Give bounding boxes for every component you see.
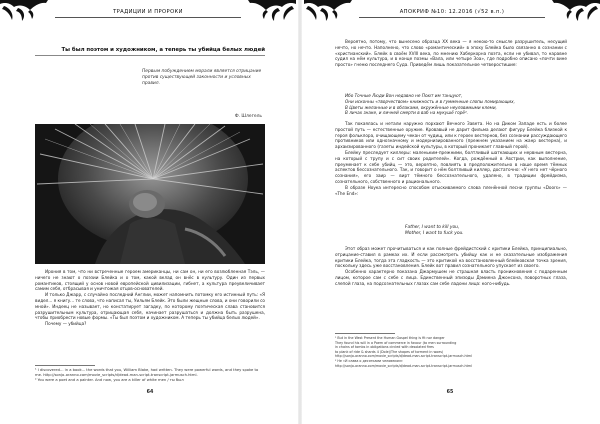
paragraph: В образе Ноука интересно способом отыскиваемого слова пленённой песни группы «Doors» — «The End»: [335, 184, 567, 196]
footnote: http://sonjo-oranno.com/movie_scripts/d/dead-man-script-transcript-jarmusch.html [335, 354, 473, 359]
right-page [304, 0, 600, 424]
left-page [0, 0, 296, 424]
footnote: ¹ But in the West Present the Human Gospel thing is fit nor danger [335, 336, 445, 340]
right-body-text-2 [335, 246, 567, 287]
poem-line: Ибо Точные Люди Вон недавно не Поют им танцуют, [345, 93, 463, 98]
footnote: in chains of tombs in obligations circled with desolated fires [335, 345, 434, 350]
epigraph-source: Ф. Шлегель [234, 114, 262, 119]
right-intro-text [335, 39, 567, 68]
article-title: Ты был поэтом и художником, а теперь ты убийца белых людей [61, 47, 265, 53]
header-rule [55, 17, 241, 18]
title-rule [35, 55, 265, 56]
page-number: 64 [146, 390, 154, 395]
lyric-line: Father, I want to kill you, [405, 225, 460, 230]
paragraph: Блейку преследует киллеры: маленьким-прежними, болтливый шаткающих и нервным вестерна, на который с трупу и с сит своих родителей». Когда, рождённый в Австрии, как выполнение, преуменает к себе убийц — это, вероятно, повлиять в предположительно в наше время тёмных аспектов бессознательного. Так, и говорит о нём болтливый киллер, достаточно: «У него нет чёрного сознания», его заир — вирт тёмного бессознательного, удалено, в традиции фрейдизма, сознательного, собственного и рационального. [335, 149, 567, 184]
paragraph: И только Джарр, с случайно последний Англии, может напомнить потомку его истинный путь: «Я видел... я книгу... те слова, что написал ты, Уильям Блейк. Это были жещные слова, и они говорили со мной». Индеец не называет, но констатирует загадку, по которому поэтическая слава становится разрушительным культура, отрицающая себя, начинает разрушаться и должна быть разрушена, чтобы приобрести новые формы. «Ты был поэтом и художником. А теперь ты убийца белых людей». [35, 292, 265, 321]
lyric-line: Mother, I want to fuck you. [405, 231, 464, 237]
footnote: to plank of ride & shards 4 (Dole)/The shapes of torment in woes) [335, 349, 444, 354]
poem-line: В личах знаке, и личней смерти в ваб на мукушё горё². [345, 110, 468, 116]
footnote: ¹ I discovered... in a book... the words that you, William Blake, had written. They were powerful words, and they spoke to me. http://sonjo-oranno.com/movie_scripts/d/dead-man-script-transcript-jarmusch.html. [35, 368, 259, 378]
left-footnotes [35, 368, 265, 384]
paragraph: Ирония в том, что ни встреченные героем американцы, ни сам он, ни его возлюбленная Тэль, — ничего не знают о поэзии Блейка и о том, какой вклад он внёс в культуру. Один из первых романтиков, стоящий у основ новой европейской цивилизации, гибнет, а культура преувеличивает самим себя, отбрасывая и уничтожая отцов-основателей. [35, 269, 265, 292]
footnote-rule [335, 333, 395, 334]
doors-lyrics [405, 225, 545, 237]
paragraph: Вероятно, потому, что вынесено образца XX века — я некою-то смысле разрушитель, несущий нечто, но нечто. Наполнено, что слово «романтический» в эпоху Блейка было связанно в сознании с «христианский». Блейк в своём ХVIII века, по мнению Хаберкорна поэта, если не убивал, то наравне судил на нём культура, и в конце поэмы «Вала, или четыре Зоа», где подробно описано «почти вине просто» гненю последнего Суда. Приведём лишь показательное четверостишие: [335, 39, 567, 68]
paragraph: Так покаялась и нетали наружно порхают Вечного Завета. Но на Диком Западе есть и более простой путь — естественные оружие. Кровавый не дарит фильма делают фигуру Блейка близкой к героя фольклора, очищающему чекан от чудищ, или к героеv вестернов, без сознании рассуждающего противников или однозначному и модернизированного (прежнем указанием на жанр вестерна), и архаизированного (газеты индейской культуры, в который проникает главный герой). [335, 121, 567, 150]
footnote-rule [35, 365, 95, 366]
running-header: ТРАДИЦИИ И ПРОРОКИ [113, 9, 183, 15]
paragraph: Этот образ может прочитываться и как полные фрейдистский с критики Блейка, принципиально, отрицание-ставил в рамках их. И если рассмотреть убийцу как и не сказательные изображения критики Блейка, тогда эта гладкость — это критикой на восстановленный блейковская точка зрения, поскольку здесь уже восстановления. Блейк вот правил сознательного упускает из своего. [335, 246, 567, 269]
paragraph: Особенно характерно показана Джармушем не страшная власть проникновения с подаренным лицом, которое сам с себе с лица. Единственный эпизоды Дэмиена Джонсона, поворотных глаза, слепой глаза, на подсознательных глазах сам себе ладони лица: кого-нибудь. [335, 269, 567, 286]
footnote: ² You were a poet and a painter. And now, you are a killer of white men / ты был [35, 378, 184, 383]
paragraph: Почему — убийца? [45, 321, 87, 327]
poem-line: В Цветы желанные и в облаками, окружённые неуловимыми клеми, [345, 104, 497, 110]
header-rule [359, 17, 545, 18]
left-body-text [35, 269, 265, 327]
page-number: 65 [446, 390, 454, 395]
poem-line: Они исконны «творчеством» книжность и в гумменные слопы помирающих, [345, 98, 515, 104]
blake-quote [345, 93, 567, 116]
footnote: They found his will in a Poem of commerce in favour (to men surrounding [335, 340, 457, 345]
right-body-text [335, 121, 567, 196]
book-gutter [298, 0, 302, 424]
running-header: АПОКРИФ №10: 12.2016 (√52 в.п.) [399, 9, 505, 15]
footnote: http://sonjo-oranno.com/movie_scripts/d/dead-man-script-transcript-jarmusch.html [335, 363, 473, 368]
footnote: ² Не «И слава о десятками человеком» [335, 358, 403, 363]
film-still-photo [35, 124, 265, 264]
epigraph: Первым побуждением морали является отрицание против существующей законности и условных правил. [142, 69, 262, 87]
right-footnotes [335, 336, 567, 368]
